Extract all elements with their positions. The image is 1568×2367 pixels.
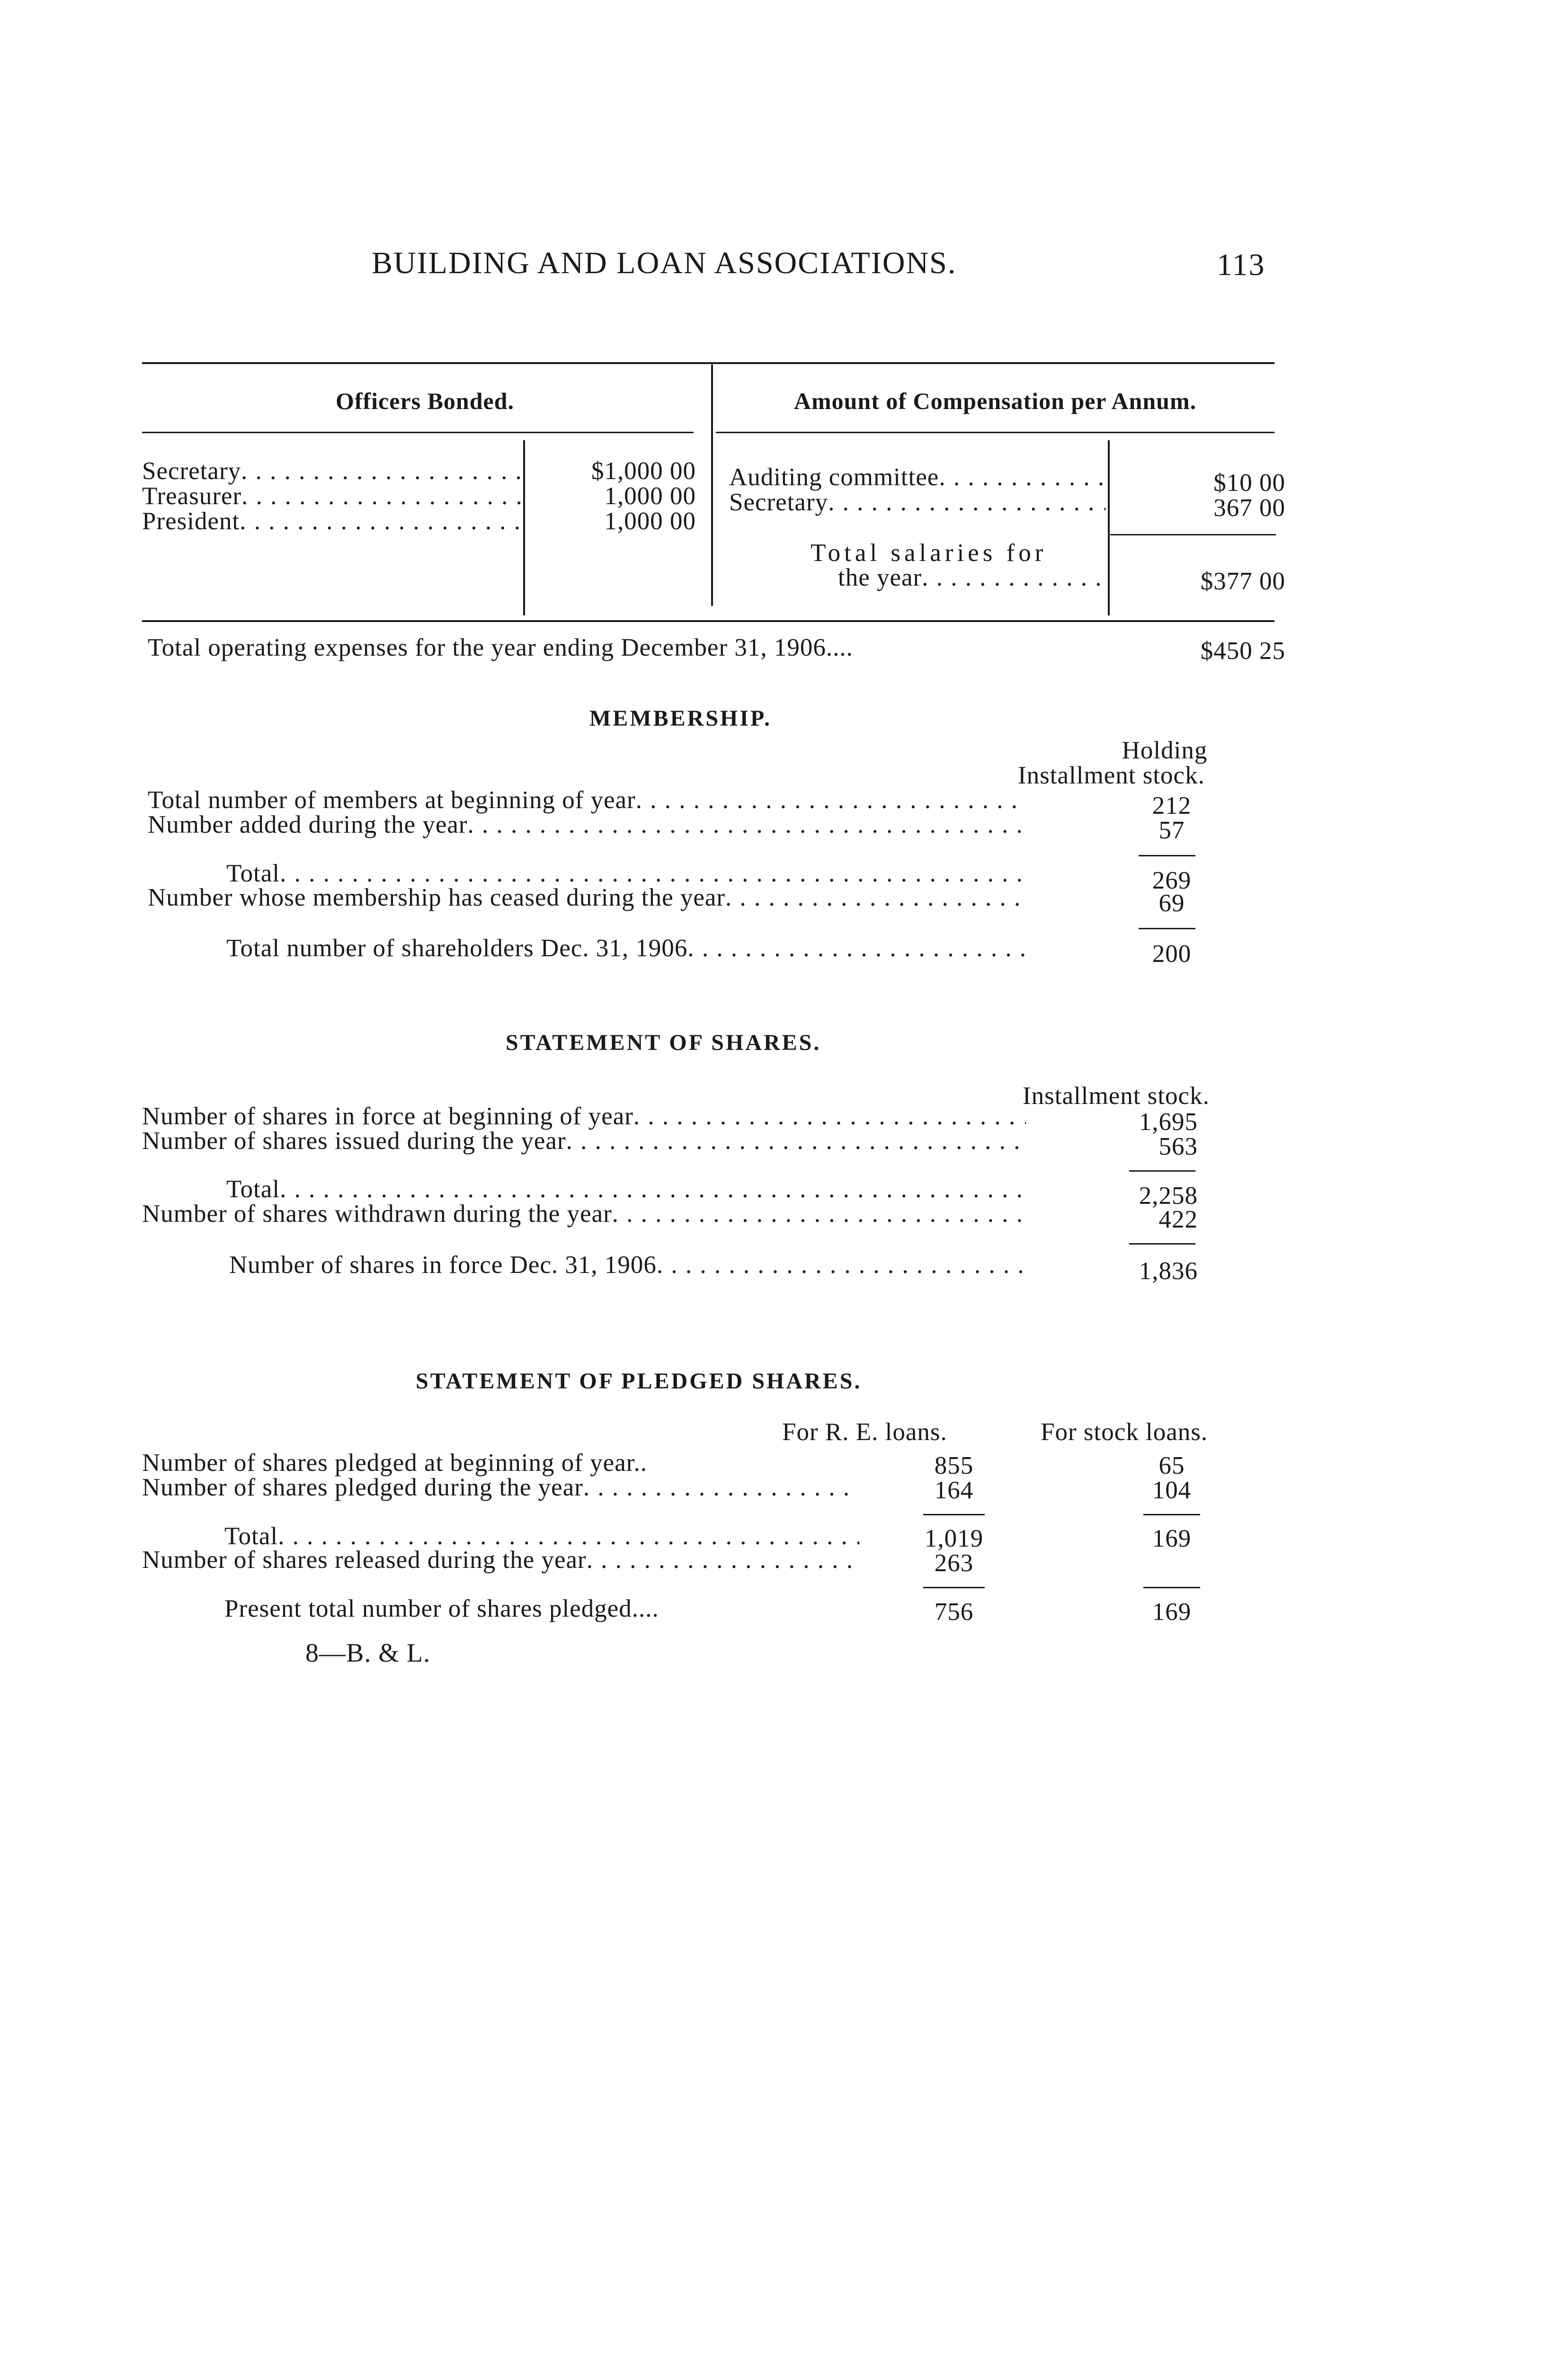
pledged-row (142, 1473, 859, 1502)
running-title: BUILDING AND LOAN ASSOCIATIONS. (372, 246, 957, 280)
shares-row (226, 1175, 1026, 1203)
pledged-re-value: 756 (934, 1598, 974, 1626)
membership-column-head-1: Holding (1122, 737, 1208, 764)
officer-row-secretary (142, 457, 521, 485)
officer-title: Treasurer (142, 482, 242, 510)
pledged-stock-sum-rule (1143, 1514, 1200, 1515)
pledged-re-value: 855 (934, 1452, 974, 1479)
membership-row (148, 810, 1026, 839)
compensation-total-label-2: the year (838, 564, 922, 591)
membership-row-label: Number whose membership has ceased during the year (148, 884, 726, 911)
shares-row-value: 1,836 (1139, 1257, 1198, 1285)
shares-sum-rule (1129, 1243, 1195, 1245)
pledged-re-sum-rule (923, 1514, 985, 1515)
shares-column-head: Installment stock. (1023, 1082, 1210, 1110)
pledged-stock-sum-rule (1143, 1587, 1200, 1588)
shares-row-value: 563 (1158, 1133, 1198, 1160)
compensation-heading: Amount of Compensation per Annum. (793, 388, 1197, 414)
officer-row-president (142, 507, 521, 535)
shares-row (142, 1102, 1026, 1130)
membership-row-label: Total (226, 860, 280, 887)
pledged-heading: STATEMENT OF PLEDGED SHARES. (416, 1369, 862, 1394)
compensation-amount-divider (1108, 440, 1110, 615)
compensation-total-amount: $377 00 (1200, 568, 1285, 595)
shares-row-label: Number of shares issued during the year (142, 1127, 566, 1155)
shares-row-label: Number of shares in force Dec. 31, 1906 (229, 1251, 657, 1279)
pledged-stock-value: 169 (1152, 1598, 1192, 1626)
page-number: 113 (1217, 248, 1265, 282)
pledged-re-sum-rule (923, 1587, 985, 1588)
pledged-stock-value: 104 (1152, 1477, 1192, 1504)
shares-row (142, 1127, 1026, 1155)
shares-row (142, 1200, 1026, 1228)
officer-amount: 1,000 00 (604, 482, 696, 510)
table-center-divider (711, 365, 713, 606)
membership-row (226, 934, 1026, 962)
pledged-row-label: Number of shares released during the year (142, 1546, 587, 1574)
compensation-label: Secretary (729, 489, 829, 516)
officer-amount: $1,000 00 (591, 457, 696, 485)
compensation-amount: 367 00 (1213, 494, 1285, 522)
pledged-re-value: 263 (934, 1549, 974, 1577)
officer-row-treasurer (142, 482, 521, 510)
shares-heading: STATEMENT OF SHARES. (506, 1030, 821, 1055)
membership-row-label: Total number of members at beginning of year (148, 786, 636, 814)
compensation-total-rule (1110, 534, 1276, 535)
membership-row-value: 269 (1152, 867, 1192, 894)
pledged-stock-value: 65 (1158, 1452, 1185, 1479)
membership-row-value: 57 (1158, 817, 1185, 844)
table-top-rule (142, 362, 1274, 364)
membership-row (148, 786, 1026, 814)
shares-row-value: 422 (1158, 1206, 1198, 1233)
compensation-row-secretary (729, 488, 1105, 516)
pledged-re-value: 164 (934, 1477, 974, 1504)
compensation-row-auditing (729, 463, 1105, 491)
operating-expenses-amount: $450 25 (1200, 637, 1285, 665)
shares-sum-rule (1129, 1170, 1195, 1172)
membership-column-head-2: Installment stock. (1018, 762, 1205, 789)
compensation-amount: $10 00 (1213, 469, 1285, 497)
compensation-head-rule (716, 432, 1274, 433)
signature-mark: 8—B. & L. (305, 1638, 431, 1668)
membership-row-label: Number added during the year (148, 811, 468, 838)
shares-row-label: Total (226, 1175, 280, 1203)
shares-row (229, 1251, 1026, 1279)
pledged-stock-value: 169 (1152, 1525, 1192, 1552)
pledged-re-value: 1,019 (924, 1525, 984, 1552)
compensation-label: Auditing committee (729, 463, 939, 491)
membership-row-value: 200 (1152, 940, 1192, 968)
pledged-column-head-re: For R. E. loans. (782, 1418, 947, 1446)
membership-row (148, 883, 1026, 912)
membership-heading: MEMBERSHIP. (589, 706, 772, 731)
pledged-row (142, 1546, 859, 1574)
membership-sum-rule (1139, 855, 1195, 856)
officer-title: President (142, 507, 240, 535)
pledged-row-label: Number of shares pledged at beginning of year.. (142, 1449, 647, 1477)
shares-row-label: Number of shares in force at beginning of year (142, 1103, 633, 1130)
membership-row-value: 212 (1152, 792, 1192, 819)
membership-row-label: Total number of shareholders Dec. 31, 1906 (226, 934, 688, 962)
officer-title: Secretary (142, 457, 241, 485)
operating-expenses-label: Total operating expenses for the year ending December 31, 1906.... (148, 634, 853, 661)
pledged-row-label: Number of shares pledged during the year (142, 1474, 583, 1501)
pledged-row-label: Total (224, 1522, 278, 1550)
membership-sum-rule (1139, 928, 1195, 929)
membership-row-value: 69 (1158, 890, 1185, 917)
compensation-total-label-1: Total salaries for (811, 539, 1047, 567)
shares-row-value: 2,258 (1139, 1182, 1198, 1210)
officers-head-rule (142, 432, 694, 433)
officers-heading: Officers Bonded. (335, 388, 515, 414)
officer-amount: 1,000 00 (604, 507, 696, 535)
pledged-column-head-stock: For stock loans. (1041, 1418, 1208, 1446)
shares-row-value: 1,695 (1139, 1108, 1198, 1136)
shares-row-label: Number of shares withdrawn during the year (142, 1200, 612, 1228)
compensation-total-row (838, 563, 1105, 592)
table-bottom-rule (142, 620, 1274, 622)
pledged-row-label: Present total number of shares pledged.... (224, 1595, 659, 1622)
officers-amount-divider (523, 440, 525, 615)
